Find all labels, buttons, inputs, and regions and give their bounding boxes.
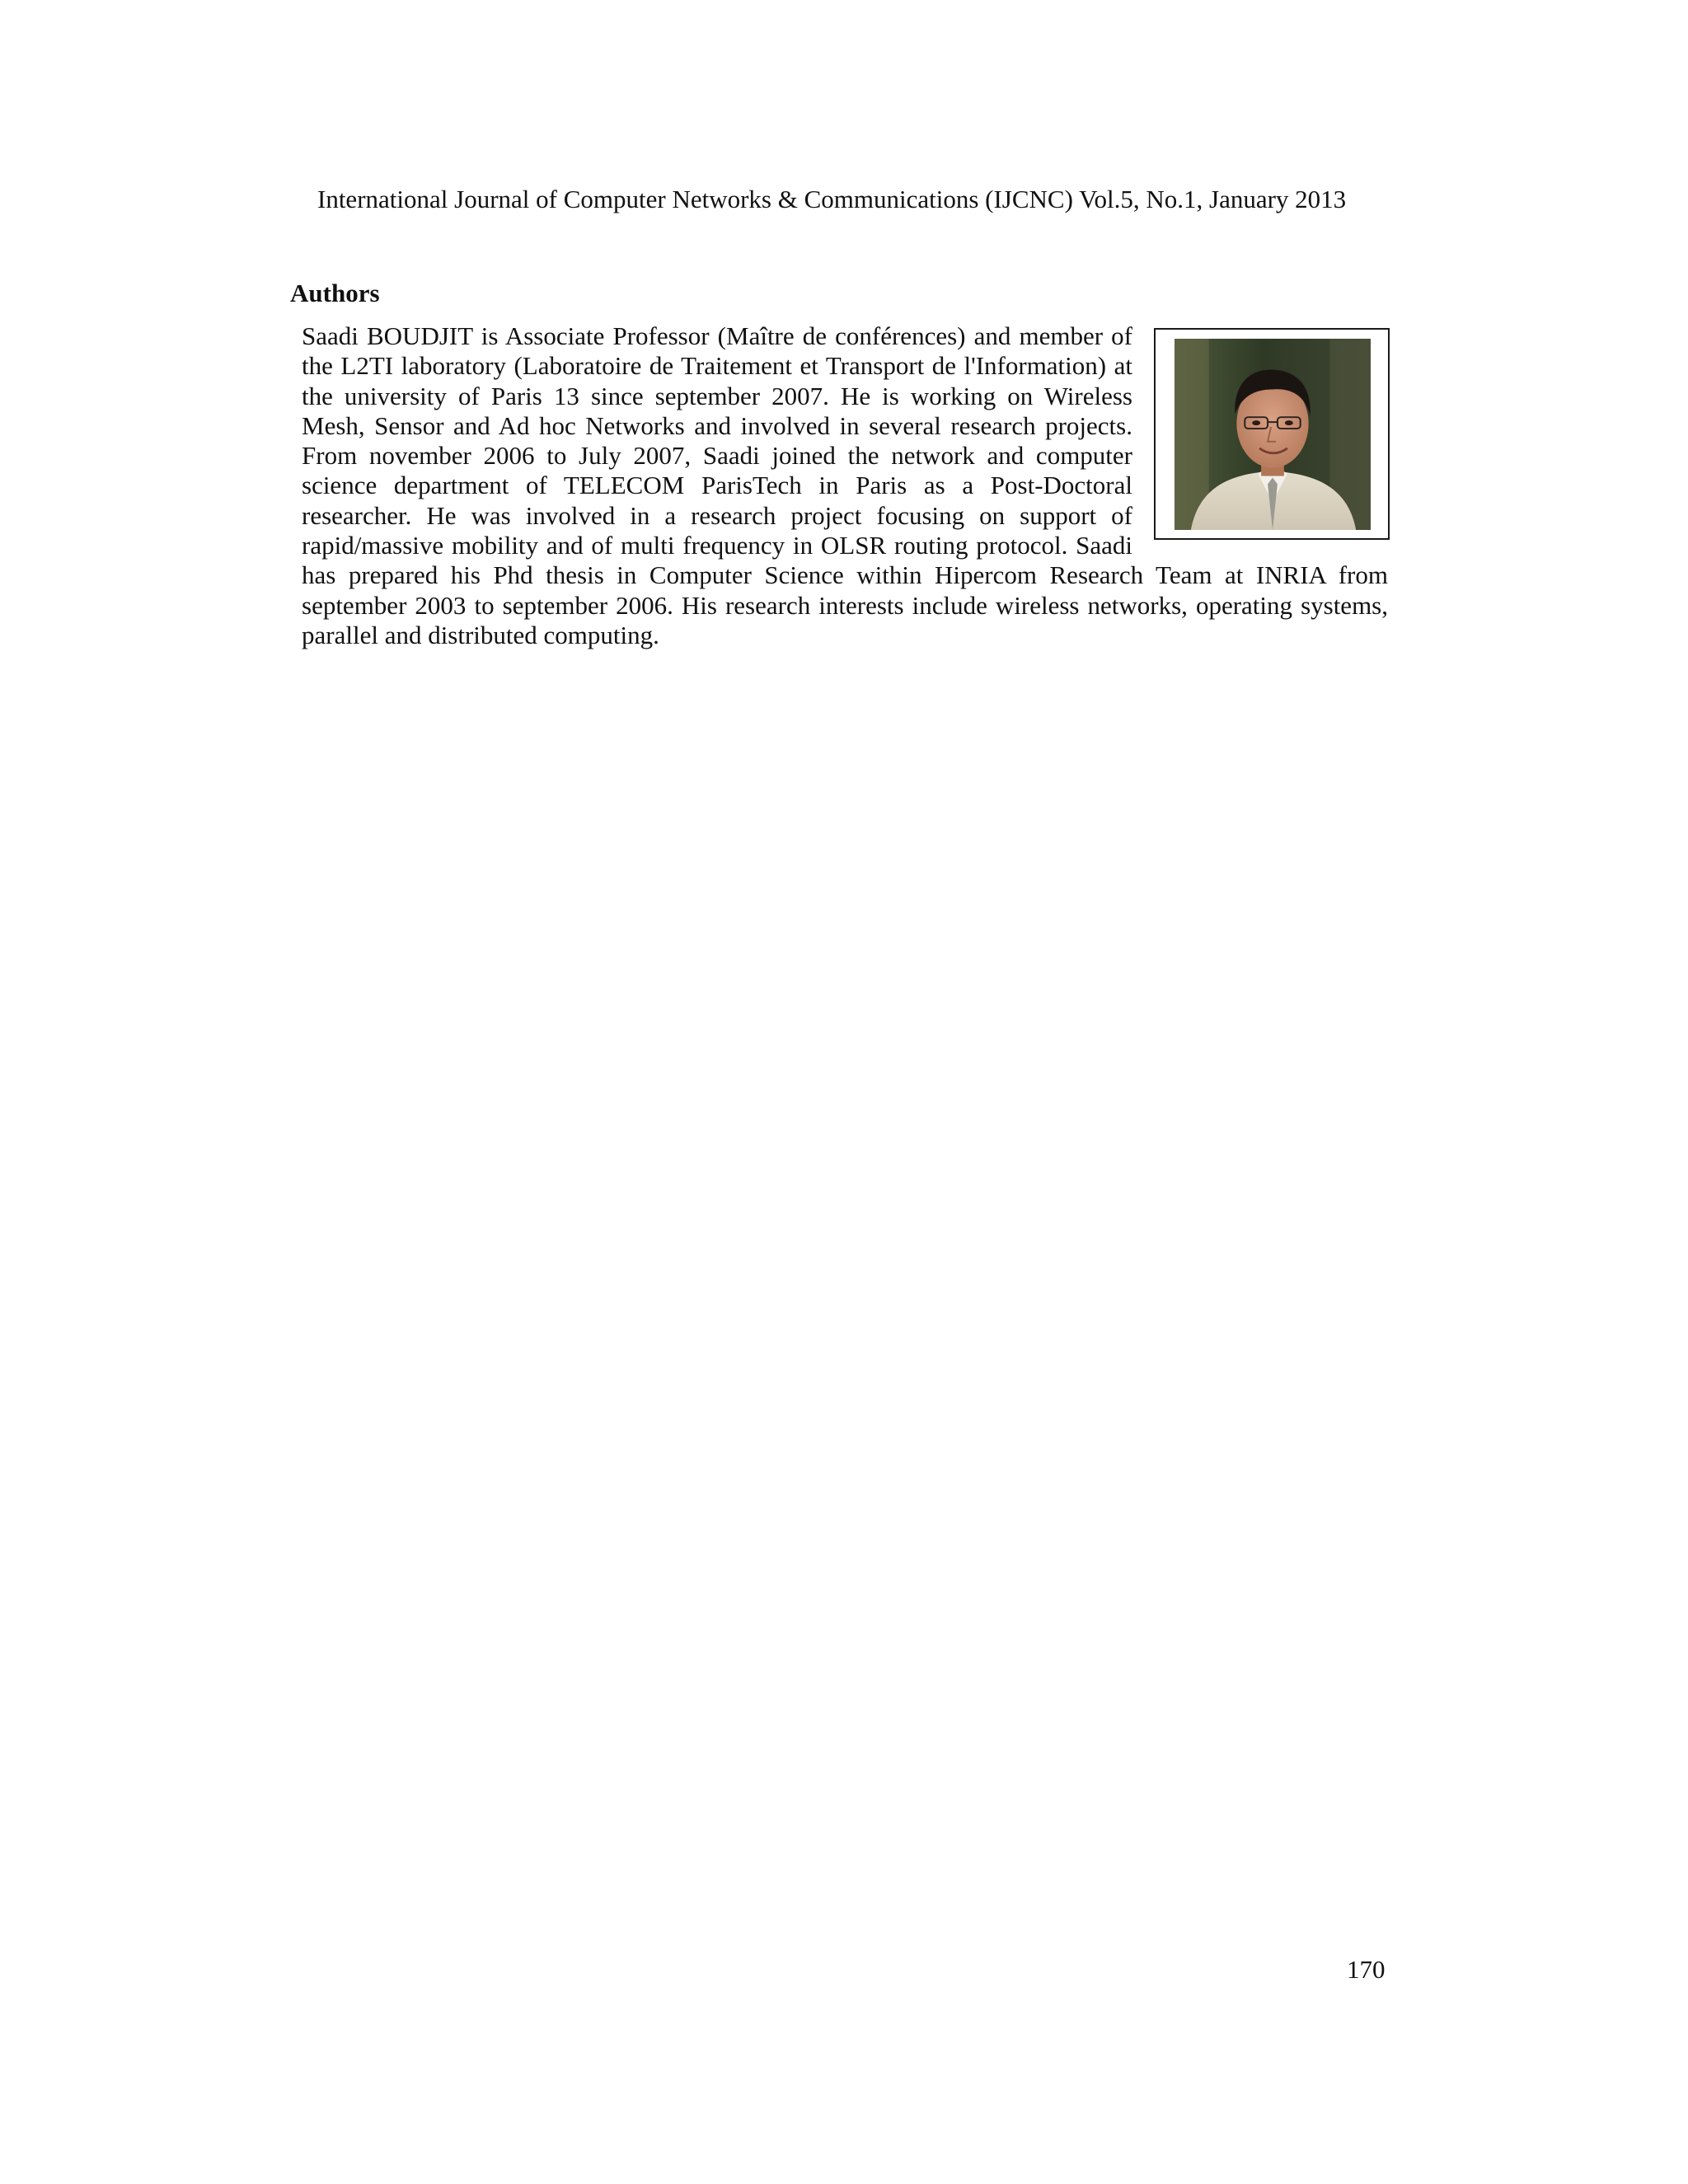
author-bio-block xyxy=(302,321,1388,650)
running-header: International Journal of Computer Networks & Communications (IJCNC) Vol.5, No.1, January 2013 xyxy=(317,185,1347,213)
author-photo-frame xyxy=(1154,328,1390,540)
page-number: 170 xyxy=(1347,1955,1386,1984)
author-bio-text: Saadi BOUDJIT is Associate Professor (Maître de conférences) and member of the L2TI laboratory (Laboratoire de Traitement et Transport de l'Information) at the university of Paris 13 since september 2007. He is working on Wireless Mesh, Sensor and Ad hoc Networks and involved in several research projects. From november 2006 to July 2007, Saadi joined the network and computer science department of TELECOM ParisTech in Paris as a Post-Doctoral researcher. He was involved in a research project focusing on support of rapid/massive mobility and of multi frequency in OLSR routing protocol. Saadi has prepared his Phd thesis in Computer Science within Hipercom Research Team at INRIA from september 2003 to september 2006. His research interests include wireless networks, operating systems, parallel and distributed computing. xyxy=(302,321,1388,649)
section-heading-authors: Authors xyxy=(290,279,380,307)
author-photo xyxy=(1175,339,1371,530)
